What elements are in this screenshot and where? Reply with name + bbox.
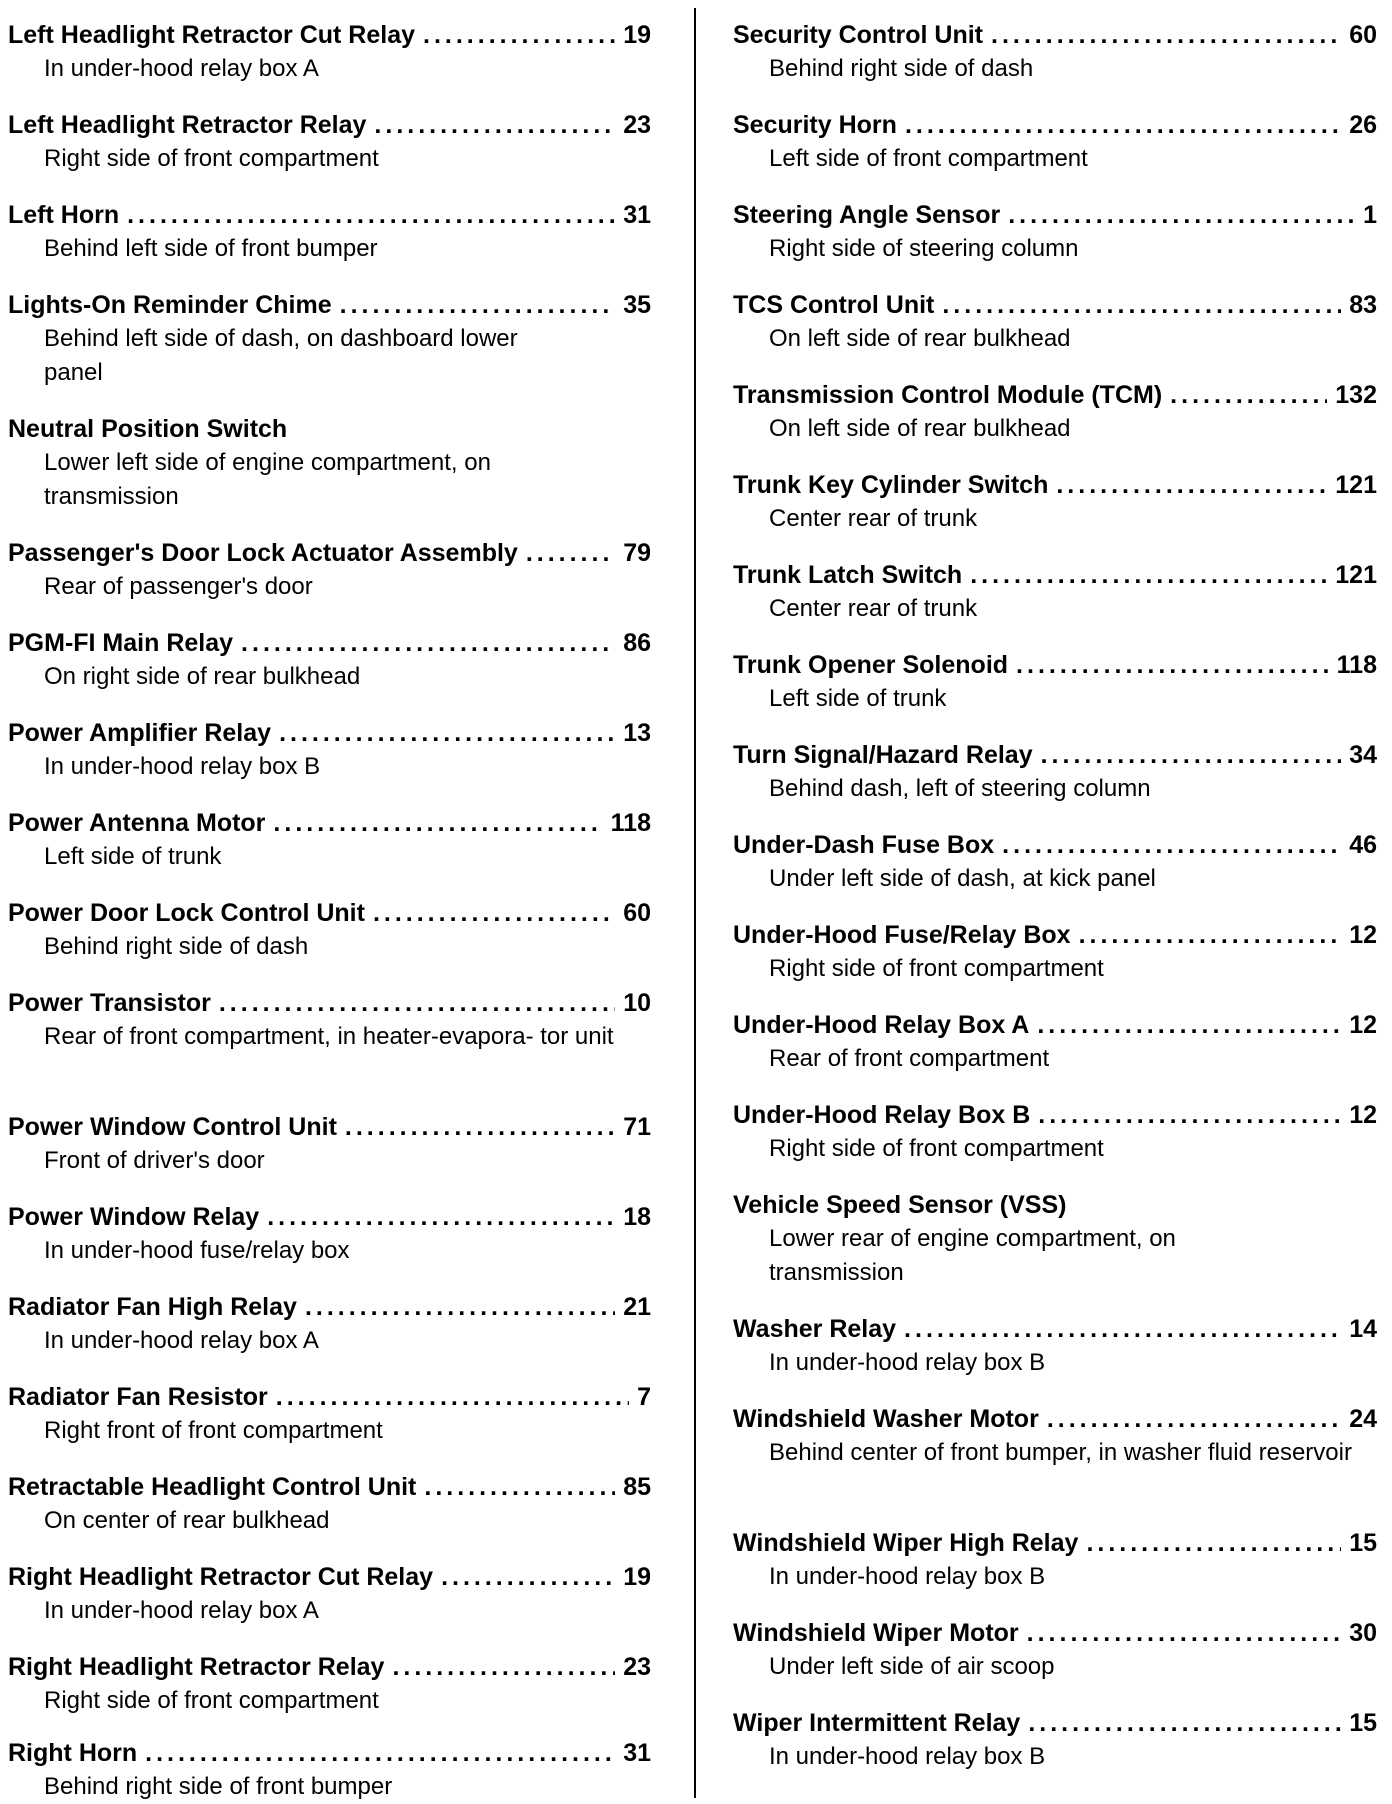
leader-dots xyxy=(273,806,602,840)
component-name: Trunk Key Cylinder Switch xyxy=(733,471,1049,499)
leader-dots xyxy=(1037,1008,1341,1042)
component-name: Right Horn xyxy=(8,1739,138,1767)
component-name: Steering Angle Sensor xyxy=(733,201,1001,229)
list-item xyxy=(733,1402,1377,1470)
leader-dots xyxy=(241,626,615,660)
leader-dots xyxy=(441,1560,615,1594)
component-location: In under-hood relay box A xyxy=(44,55,319,82)
component-location: Left side of trunk xyxy=(44,843,222,870)
page-number: 71 xyxy=(623,1113,651,1141)
column-divider xyxy=(694,8,696,1798)
component-name: Windshield Wiper High Relay xyxy=(733,1529,1079,1557)
list-item xyxy=(733,1526,1377,1594)
component-location: Right side of steering column xyxy=(769,235,1079,262)
leader-dots xyxy=(424,1470,615,1504)
component-name: Turn Signal/Hazard Relay xyxy=(733,741,1033,769)
list-item xyxy=(8,806,651,874)
list-item xyxy=(733,468,1377,536)
page-number: 14 xyxy=(1349,1315,1377,1343)
component-location: Right side of front compartment xyxy=(44,145,379,172)
page-number: 12 xyxy=(1349,1101,1377,1129)
component-location: Under left side of air scoop xyxy=(769,1653,1055,1680)
component-name: Power Window Relay xyxy=(8,1203,260,1231)
leader-dots xyxy=(1079,918,1342,952)
page-number: 15 xyxy=(1349,1709,1377,1737)
page-number: 118 xyxy=(1336,651,1377,679)
page-number: 13 xyxy=(623,719,651,747)
page-number: 30 xyxy=(1349,1619,1377,1647)
page-number: 35 xyxy=(623,291,651,319)
component-name: Power Door Lock Control Unit xyxy=(8,899,365,927)
leader-dots xyxy=(1041,738,1342,772)
component-location: In under-hood relay box B xyxy=(44,753,321,780)
component-name: Windshield Wiper Motor xyxy=(733,1619,1019,1647)
page-number: 121 xyxy=(1335,561,1377,589)
component-name: Passenger's Door Lock Actuator Assembly xyxy=(8,539,518,567)
component-location: Lower left side of engine compartment, on transmission xyxy=(44,449,491,510)
list-item xyxy=(733,378,1377,446)
component-name: Left Headlight Retractor Cut Relay xyxy=(8,21,416,49)
page-number: 23 xyxy=(623,111,651,139)
list-item xyxy=(8,896,651,964)
component-location: In under-hood relay box B xyxy=(769,1743,1046,1770)
component-name: Washer Relay xyxy=(733,1315,897,1343)
list-item xyxy=(8,412,651,514)
page-number: 31 xyxy=(623,1739,651,1767)
page-number: 7 xyxy=(637,1383,651,1411)
component-name: Windshield Washer Motor xyxy=(733,1405,1039,1433)
list-item xyxy=(733,1312,1377,1380)
leader-dots xyxy=(423,18,615,52)
page-number: 83 xyxy=(1349,291,1377,319)
leader-dots xyxy=(1056,468,1327,502)
component-name: PGM-FI Main Relay xyxy=(8,629,234,657)
component-name: Right Headlight Retractor Cut Relay xyxy=(8,1563,434,1591)
list-item xyxy=(733,1008,1377,1076)
list-item xyxy=(733,1098,1377,1166)
component-location: In under-hood fuse/relay box xyxy=(44,1237,350,1264)
component-name: Power Transistor xyxy=(8,989,211,1017)
component-location: Behind right side of dash xyxy=(44,933,309,960)
component-name: Radiator Fan Resistor xyxy=(8,1383,268,1411)
component-name: Power Amplifier Relay xyxy=(8,719,272,747)
leader-dots xyxy=(1086,1526,1341,1560)
component-name: Neutral Position Switch xyxy=(8,415,288,443)
page-number: 60 xyxy=(1349,21,1377,49)
component-location: Center rear of trunk xyxy=(769,595,978,622)
leader-dots xyxy=(373,896,615,930)
leader-dots xyxy=(905,108,1341,142)
list-item xyxy=(8,198,651,266)
component-name: Vehicle Speed Sensor (VSS) xyxy=(733,1191,1067,1219)
page-number: 85 xyxy=(623,1473,651,1501)
component-location: Rear of front compartment xyxy=(769,1045,1050,1072)
component-location: In under-hood relay box B xyxy=(769,1563,1046,1590)
component-location: Behind center of front bumper, in washer fluid reservoir xyxy=(769,1439,1352,1466)
component-name: Retractable Headlight Control Unit xyxy=(8,1473,417,1501)
component-location: On center of rear bulkhead xyxy=(44,1507,330,1534)
component-name: Right Headlight Retractor Relay xyxy=(8,1653,385,1681)
list-item xyxy=(8,288,651,390)
list-item xyxy=(733,738,1377,806)
page-number: 86 xyxy=(623,629,651,657)
component-name: Power Window Control Unit xyxy=(8,1113,337,1141)
page-number: 46 xyxy=(1349,831,1377,859)
list-item xyxy=(8,1736,651,1804)
list-item xyxy=(8,1380,651,1448)
component-location: Behind left side of dash, on dashboard lower panel xyxy=(44,325,518,386)
list-item xyxy=(733,558,1377,626)
component-name: Radiator Fan High Relay xyxy=(8,1293,297,1321)
component-location: Left side of trunk xyxy=(769,685,947,712)
leader-dots xyxy=(305,1290,615,1324)
page-number: 12 xyxy=(1349,1011,1377,1039)
page-number: 18 xyxy=(623,1203,651,1231)
component-location: Rear of passenger's door xyxy=(44,573,313,600)
list-item xyxy=(733,198,1377,266)
list-item xyxy=(733,1706,1377,1774)
component-name: Lights-On Reminder Chime xyxy=(8,291,332,319)
page-number: 10 xyxy=(623,989,651,1017)
list-item xyxy=(733,288,1377,356)
page-number: 60 xyxy=(623,899,651,927)
component-location: Front of driver's door xyxy=(44,1147,265,1174)
component-location: Behind right side of front bumper xyxy=(44,1773,393,1800)
leader-dots xyxy=(526,536,615,570)
leader-dots xyxy=(1002,828,1341,862)
list-item xyxy=(733,828,1377,896)
component-name: TCS Control Unit xyxy=(733,291,935,319)
leader-dots xyxy=(970,558,1327,592)
leader-dots xyxy=(340,288,616,322)
leader-dots xyxy=(345,1110,615,1144)
page-number: 121 xyxy=(1335,471,1377,499)
leader-dots xyxy=(942,288,1341,322)
leader-dots xyxy=(374,108,615,142)
component-location: Right side of front compartment xyxy=(769,1135,1104,1162)
component-location: On left side of rear bulkhead xyxy=(769,415,1071,442)
list-item xyxy=(733,1188,1377,1290)
component-location: Right side of front compartment xyxy=(769,955,1104,982)
component-name: Under-Hood Relay Box A xyxy=(733,1011,1030,1039)
leader-dots xyxy=(279,716,615,750)
component-location: Right side of front compartment xyxy=(44,1687,379,1714)
component-name: Trunk Opener Solenoid xyxy=(733,651,1009,679)
component-location: On right side of rear bulkhead xyxy=(44,663,361,690)
list-item xyxy=(733,918,1377,986)
leader-dots xyxy=(1028,1706,1341,1740)
component-name: Trunk Latch Switch xyxy=(733,561,963,589)
list-item xyxy=(8,1650,651,1718)
list-item xyxy=(8,1110,651,1178)
component-name: Under-Hood Relay Box B xyxy=(733,1101,1031,1129)
page-number: 34 xyxy=(1349,741,1377,769)
component-location: Center rear of trunk xyxy=(769,505,978,532)
list-item xyxy=(733,648,1377,716)
leader-dots xyxy=(392,1650,615,1684)
list-item xyxy=(8,108,651,176)
page-number: 118 xyxy=(610,809,651,837)
component-location: Lower rear of engine compartment, on transmission xyxy=(769,1225,1176,1286)
leader-dots xyxy=(1027,1616,1342,1650)
list-item xyxy=(733,1616,1377,1684)
leader-dots xyxy=(127,198,615,232)
list-item xyxy=(8,1200,651,1268)
component-location: Right front of front compartment xyxy=(44,1417,383,1444)
page-number: 23 xyxy=(623,1653,651,1681)
list-item xyxy=(8,536,651,604)
leader-dots xyxy=(904,1312,1341,1346)
list-item xyxy=(8,18,651,86)
leader-dots xyxy=(991,18,1341,52)
leader-dots xyxy=(1038,1098,1341,1132)
page-number: 132 xyxy=(1335,381,1377,409)
component-location: Left side of front compartment xyxy=(769,145,1088,172)
page-number: 15 xyxy=(1349,1529,1377,1557)
page-number: 12 xyxy=(1349,921,1377,949)
list-item xyxy=(733,18,1377,86)
page-number: 1 xyxy=(1363,201,1377,229)
component-location: In under-hood relay box A xyxy=(44,1597,319,1624)
component-name: Left Headlight Retractor Relay xyxy=(8,111,367,139)
leader-dots xyxy=(145,1736,615,1770)
leader-dots xyxy=(276,1380,629,1414)
list-item xyxy=(8,986,651,1054)
page-number: 21 xyxy=(623,1293,651,1321)
component-name: Under-Hood Fuse/Relay Box xyxy=(733,921,1071,949)
page-number: 24 xyxy=(1349,1405,1377,1433)
list-item xyxy=(8,1290,651,1358)
page-number: 79 xyxy=(623,539,651,567)
page-number: 19 xyxy=(623,1563,651,1591)
component-location: In under-hood relay box A xyxy=(44,1327,319,1354)
page-number: 19 xyxy=(623,21,651,49)
leader-dots xyxy=(1008,198,1355,232)
leader-dots xyxy=(1047,1402,1341,1436)
component-name: Wiper Intermittent Relay xyxy=(733,1709,1021,1737)
component-name: Security Control Unit xyxy=(733,21,984,49)
page-number: 26 xyxy=(1349,111,1377,139)
component-name: Under-Dash Fuse Box xyxy=(733,831,995,859)
list-item xyxy=(8,1470,651,1538)
list-item xyxy=(8,716,651,784)
component-location: On left side of rear bulkhead xyxy=(769,325,1071,352)
leader-dots xyxy=(267,1200,615,1234)
component-location: Behind right side of dash xyxy=(769,55,1034,82)
leader-dots xyxy=(219,986,615,1020)
component-location: Under left side of dash, at kick panel xyxy=(769,865,1156,892)
component-location: In under-hood relay box B xyxy=(769,1349,1046,1376)
component-name: Security Horn xyxy=(733,111,897,139)
list-item xyxy=(733,108,1377,176)
component-location: Behind left side of front bumper xyxy=(44,235,378,262)
list-item xyxy=(8,626,651,694)
component-name: Transmission Control Module (TCM) xyxy=(733,381,1163,409)
component-location: Rear of front compartment, in heater-evapora- tor unit xyxy=(44,1023,614,1050)
list-item xyxy=(8,1560,651,1628)
leader-dots xyxy=(1016,648,1329,682)
component-name: Left Horn xyxy=(8,201,120,229)
leader-dots xyxy=(1170,378,1327,412)
component-location: Behind dash, left of steering column xyxy=(769,775,1151,802)
component-name: Power Antenna Motor xyxy=(8,809,266,837)
page-number: 31 xyxy=(623,201,651,229)
